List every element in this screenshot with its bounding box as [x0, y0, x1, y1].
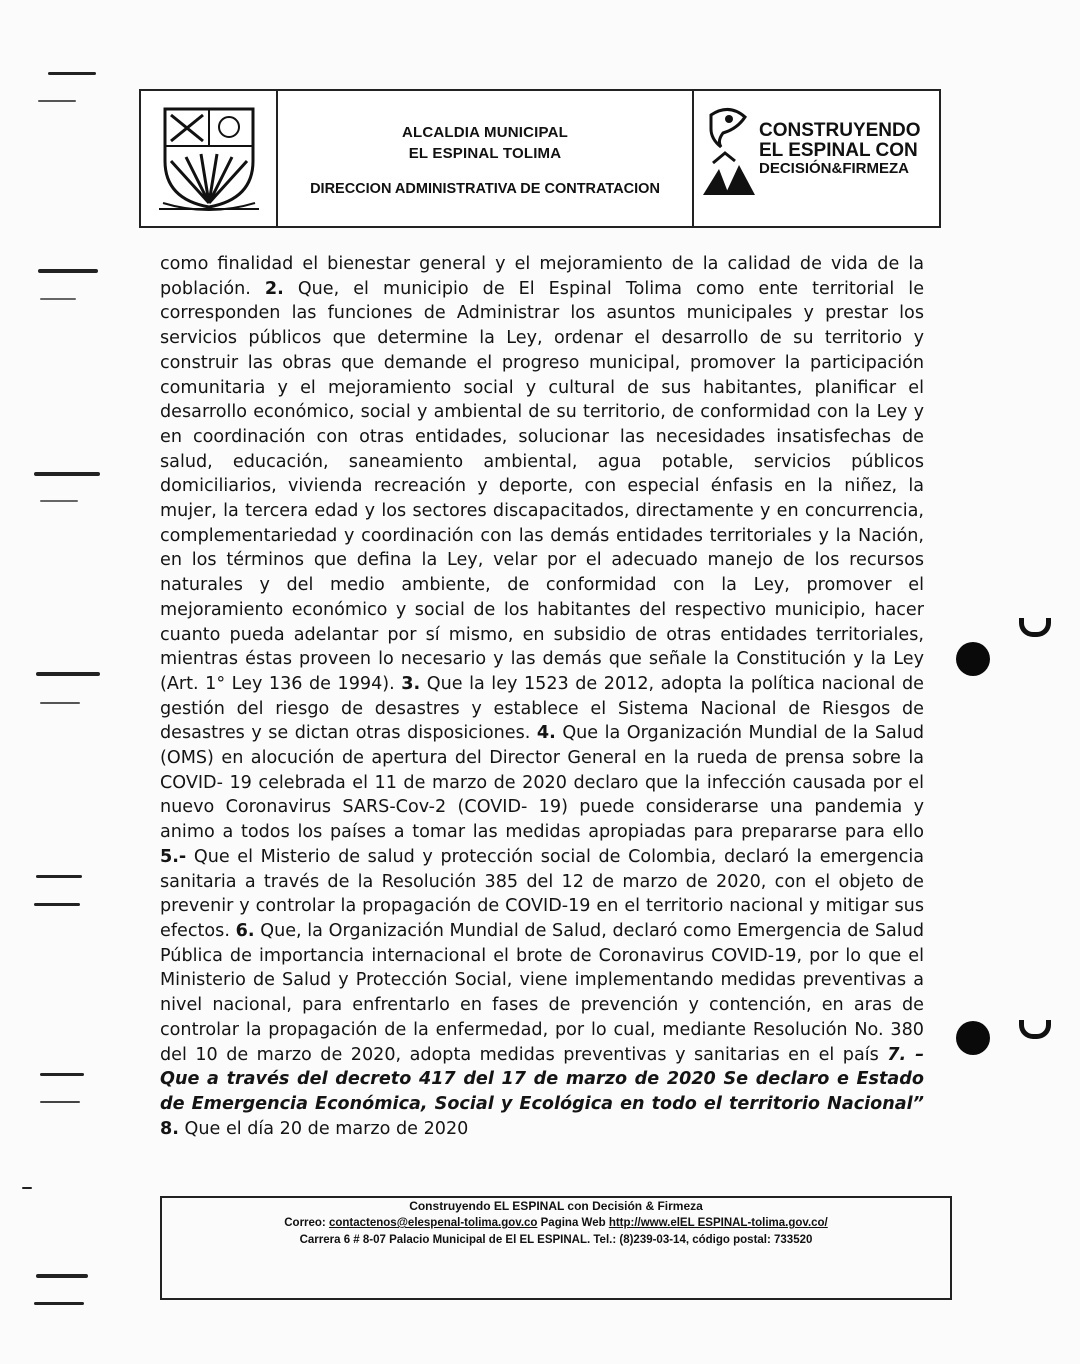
slogan-text [759, 121, 921, 177]
item-number-3: 3. [401, 673, 421, 694]
paragraph-7-emphasis: 7. – Que a través del decreto 417 del 17 de marzo de 2020 Se declaro e Estado de Emergencia Económica, Social y Ecológica en todo el territorio Nacional” [160, 1044, 925, 1114]
binder-clip-top [1019, 618, 1051, 637]
footer-address: Carrera 6 # 8-07 Palacio Municipal de El EL ESPINAL. Tel.: (8)239-03-14, código postal: 733520 [299, 1234, 813, 1246]
scan-margin-marks [0, 0, 130, 1364]
header-department: DIRECCION ADMINISTRATIVA DE CONTRATACION [310, 181, 660, 197]
letterhead-footer [160, 1196, 952, 1300]
footer-slogan: Construyendo EL ESPINAL con Decisión & Firmeza [409, 1199, 703, 1213]
mountain-leaf-logo-icon [699, 103, 759, 203]
email-link[interactable]: contactenos@elespenal-tolima.gov.co [328, 1217, 538, 1229]
paragraph-5: Que el Misterio de salud y protección social de Colombia, declaró la emergencia sanitaria a través de la Resolución 385 del 12 de marzo de 2020, con el objeto de prevenir y controlar la propagación de COVID-19 en el territorio nacional y mitigar sus efectos. [160, 846, 925, 941]
punch-hole-top [956, 642, 990, 676]
paragraph-6: Que, la Organización Mundial de Salud, declaró como Emergencia de Salud Pública de importancia internacional el brote de Coronavirus COVID-19, por lo que el Ministerio de Salud y Protección Social, viene implementando medidas preventivas a nivel nacional, para enfrentarlo en fases de prevención y contención, en aras de controlar la propagación de la enfermedad, por lo cual, mediante Resolución No. 380 del 10 de marzo de 2020, adopta medidas preventivas y sanitarias en el país [160, 920, 925, 1065]
slogan-line-2: EL ESPINAL CON [759, 139, 918, 161]
item-number-5: 5.- [160, 846, 187, 867]
web-label: Pagina Web [540, 1217, 606, 1229]
header-title: ALCALDIA MUNICIPAL [401, 124, 569, 141]
binder-clip-bottom [1019, 1020, 1051, 1039]
email-label: Correo: [284, 1217, 326, 1229]
paragraph-4: Que la Organización Mundial de la Salud (OMS) en alocución de apertura del Director General en la rueda de prensa sobre la COVID- 19 celebrada el 11 de marzo de 2020 declaro que la infección causada por el nuevo Coronavirus SARS-Cov-2 (COVID- 19) puede considerarse una pandemia y animo a todos los países a tomar las medidas apropiadas para prepararse para ello [160, 723, 925, 843]
municipal-coat-of-arms-icon [141, 91, 278, 226]
punch-hole-bottom [956, 1021, 990, 1055]
slogan-line-3: DECISIÓN&FIRMEZA [759, 159, 909, 177]
header-subtitle: EL ESPINAL TOLIMA [408, 145, 562, 162]
document-body [160, 252, 924, 1141]
slogan-block [694, 91, 939, 226]
letterhead [139, 89, 941, 228]
item-number-2: 2. [264, 278, 284, 299]
item-number-8: 8. [160, 1118, 179, 1139]
paragraph-8: Que el día 20 de marzo de 2020 [184, 1118, 469, 1139]
paragraph-1: como finalidad el bienestar general y el mejoramiento de la calidad de vida de la población. [160, 254, 924, 299]
footer-contact-line [162, 1215, 950, 1232]
website-link[interactable]: http://www.elEL ESPINAL-tolima.gov.co/ [608, 1217, 828, 1229]
item-number-6: 6. [235, 920, 255, 941]
paragraph-3: Que la ley 1523 de 2012, adopta la política nacional de gestión del riesgo de desastres y establece el Sistema Nacional de Riesgos de desastres y se dictan otras disposiciones. [160, 673, 924, 744]
paragraph-2: Que, el municipio de El Espinal Tolima como ente territorial le corresponden las funciones de Administrar los asuntos municipales y prestar los servicios públicos que determine la Ley, ordenar el desarrollo de su territorio y construir las obras que demande el progreso municipal, promover la participación comunitaria y el mejoramiento social y cultural de sus habitantes, planificar el desarrollo económico, social y ambiental de su territorio, de conformidad con la Ley y en coordinación con otras entidades, solucionar las necesidades insatisfechas de salud, educación, saneamiento ambiental, agua potable, servicios públicos domiciliarios, vivienda recreación y deporte, con especial énfasis en la niñez, la mujer, la tercera edad y los sectores discapacitados, directamente y en concurrencia, complementariedad y coordinación con las demás entidades territoriales y la Nación, en los términos que defina la Ley, velar por el adecuado manejo de los recursos naturales y del medio ambiente, de conformidad con la Ley, promover el mejoramiento económico y social de los habitantes del respectivo municipio, hacer cuanto pueda adelantar por sí mismo, en subsidio de otras entidades territoriales, mientras éstas proveen lo necesario y las demás que señale la Constitución y la Ley (Art. 1° Ley 136 de 1994). [160, 278, 925, 694]
letterhead-title-block [278, 91, 694, 226]
slogan-line-1: CONSTRUYENDO [759, 120, 921, 141]
item-number-4: 4. [536, 723, 556, 744]
